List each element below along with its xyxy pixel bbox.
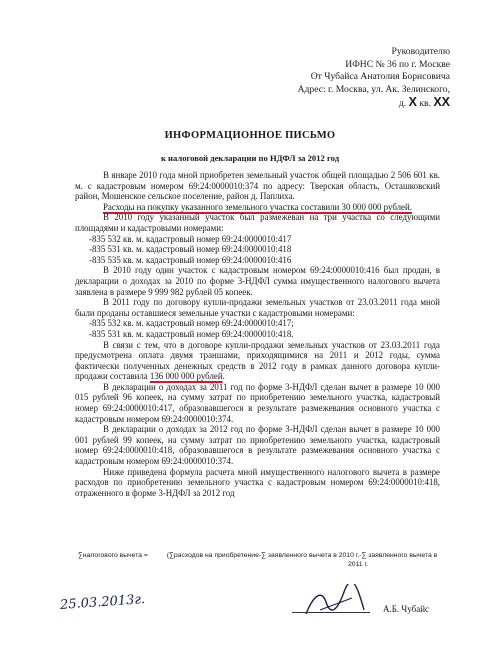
addressee-line: ИФНС № 36 по г. Москве: [345, 58, 450, 70]
formula-left: ∑налогового вычета =: [78, 552, 148, 559]
formula-tail: 2011 г.: [347, 561, 369, 568]
house-prefix: д.: [398, 98, 407, 110]
addressee-line: Адрес: г. Москва, ул. Ак. Зелинского,: [297, 83, 450, 95]
signature-mark: [300, 584, 370, 620]
signer-name: А.Б. Чубайс: [383, 604, 430, 614]
paragraph: В 2010 году указанный участок был размежеван на три участка со следующими площадями и кадастровыми номерами:: [75, 212, 440, 233]
list-item: -835 531 кв. м. кадастровый номер 69:24:0000010:418: [89, 244, 292, 255]
paragraph: Ниже приведена формула расчета мной имущественного налогового вычета в размере расходов по приобретению земельного участка с кадастровым номером 69:24:0000010:418, отраженного в форме 3-НДФЛ за 2012 год: [75, 466, 440, 498]
addressee-house-line: [298, 96, 450, 111]
formula-right: (∑расходов на приобретение-∑ заявленного вычета в 2010 г.-∑ заявленного вычета в: [166, 552, 438, 559]
addressee-line: От Чубайса Анатолия Борисовича: [310, 71, 450, 83]
apt-prefix: кв.: [419, 98, 431, 110]
list-item: -835 531 кв. м. кадастровый номер 69:24:0000010:418.: [89, 328, 294, 339]
paragraph-text: В связи с тем, что в договоре купли-продажи земельных участков от 23.03.2011 года предусмотрена оплата двумя траншами, приходящимися на 2011 и 2012 годы, сумма фактически полученных денежных средств в 2012 году в рамках данного договора купли-продажи составила: [75, 339, 440, 382]
paragraph: В 2010 году один участок с кадастровым номером 69:24:0000010:416 был продан, в декларации о доходах за 2010 по форме 3-НДФЛ сумма имущественного налогового вычета заявлена в размере 9 999 982 рублей 05 копеек.: [75, 265, 440, 297]
paragraph-text: .: [222, 371, 225, 382]
deduction-formula: [78, 551, 458, 569]
highlighted-text: Расходы на покупку указанного земельного участка составили 30 000 000 рублей.: [103, 201, 412, 212]
letter-title: ИНФОРМАЦИОННОЕ ПИСЬМО: [164, 130, 336, 141]
paragraph: В 2011 году по договору купли-продажи земельных участков от 23.03.2011 года мной были проданы оставшиеся земельные участки с кадастровыми номерами:: [75, 297, 440, 318]
handwritten-date: 25.03.2013г.: [59, 592, 146, 613]
paragraph-highlighted: [75, 202, 440, 213]
addressee-block: [298, 46, 450, 111]
list-item: -835 535 кв. м. кадастровый номер 69:24:0000010:416: [89, 254, 292, 265]
apt-redaction-mark: ХХ: [433, 95, 450, 110]
addressee-line: Руководителю: [391, 46, 450, 57]
paragraph: [75, 340, 440, 382]
highlighted-amount: 136 000 000 рублей: [149, 371, 223, 382]
house-redaction-mark: Х: [408, 95, 417, 110]
letter-body: [75, 170, 440, 498]
letter-subtitle: к налоговой декларации по НДФЛ за 2012 год: [160, 153, 340, 163]
list-item: -835 532 кв. м. кадастровый номер 69:24:0000010:417: [89, 233, 292, 244]
signature-line: [292, 612, 370, 613]
paragraph: В январе 2010 года мной приобретен земельный участок общей площадью 2 506 601 кв. м. с кадастровым номером 69:24:0000010:374 по адресу: Тверская область, Осташковский район, Мошенское сельское поселение, район д. Паплиха.: [75, 170, 440, 202]
paragraph: В декларации о доходах за 2011 год по форме 3-НДФЛ сделан вычет в размере 10 000 015 рублей 96 копеек, на сумму затрат по приобретению земельного участка, кадастровый номер 69:24:0000010:417, образовавшегося в результате размежевания основного участка с кадастровым номером 69:24:0000010:374.: [75, 381, 440, 424]
paragraph: В декларации о доходах за 2012 год по форме 3-НДФЛ сделан вычет в размере 10 000 001 рублей 99 копеек, на сумму затрат по приобретению земельного участка, кадастровый номер 69:24:0000010:418, образовавшегося в результате размежевания основного участка с кадастровым номером 69:24:0000010:374.: [75, 424, 440, 467]
list-item: -835 532 кв. м. кадастровый номер 69:24:0000010:417;: [89, 318, 294, 329]
